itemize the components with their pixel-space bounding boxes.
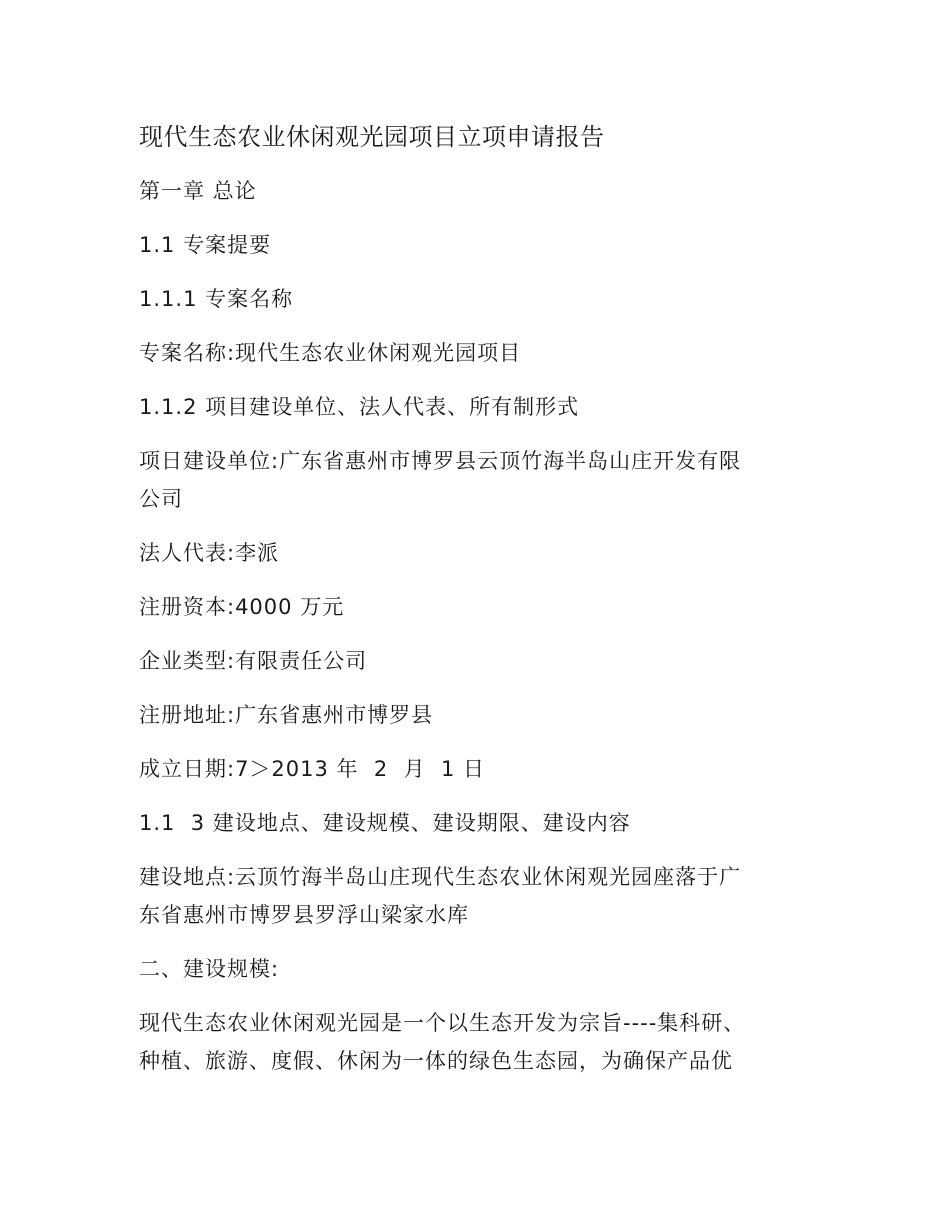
- construction-scale-paragraph: [139, 1004, 819, 1080]
- enterprise-type-line: 企业类型:有限责任公司: [139, 649, 368, 673]
- registered-capital-line: 注册资本:4000 万元: [139, 595, 345, 619]
- registered-address-line: 注册地址:广东省惠州市博罗县: [139, 703, 434, 727]
- construction-scale-heading: 二、建设规模:: [139, 957, 280, 981]
- construction-location-paragraph: [139, 858, 819, 934]
- construction-unit-paragraph: [139, 442, 819, 518]
- construction-scale-line-2: 种植、旅游、度假、休闲为一体的绿色生态园，为确保产品优: [139, 1049, 733, 1073]
- section-heading-1-1-3: 1.1 3 建设地点、建设规模、建设期限、建设内容: [139, 811, 631, 835]
- chapter-heading: 第一章 总论: [139, 179, 257, 203]
- document-page: [139, 118, 819, 1096]
- section-heading-1-1-1: 1.1.1 专案名称: [139, 287, 294, 311]
- section-heading-1-1-2: 1.1.2 项目建设单位、法人代表、所有制形式: [139, 395, 580, 419]
- legal-representative-line: 法人代表:李派: [139, 541, 280, 565]
- section-heading-1-1: 1.1 专案提要: [139, 233, 272, 257]
- project-name-line: 专案名称:现代生态农业休闲观光园项目: [139, 341, 522, 365]
- construction-scale-line-1: 现代生态农业休闲观光园是一个以生态开发为宗旨----集科研、: [139, 1011, 746, 1035]
- construction-location-line-1: 建设地点:云顶竹海半岛山庄现代生态农业休闲观光园座落于广: [139, 865, 742, 889]
- document-title: 现代生态农业休闲观光园项目立项申请报告: [139, 123, 605, 151]
- construction-unit-line-2: 公司: [139, 487, 183, 511]
- established-date-line: 成立日期:7＞2013 年 2 月 1 日: [139, 757, 486, 781]
- construction-unit-line-1: 项日建设单位:广东省惠州市博罗县云顶竹海半岛山庄开发有限: [139, 449, 742, 473]
- construction-location-line-2: 东省惠州市博罗县罗浮山梁家水库: [139, 903, 469, 927]
